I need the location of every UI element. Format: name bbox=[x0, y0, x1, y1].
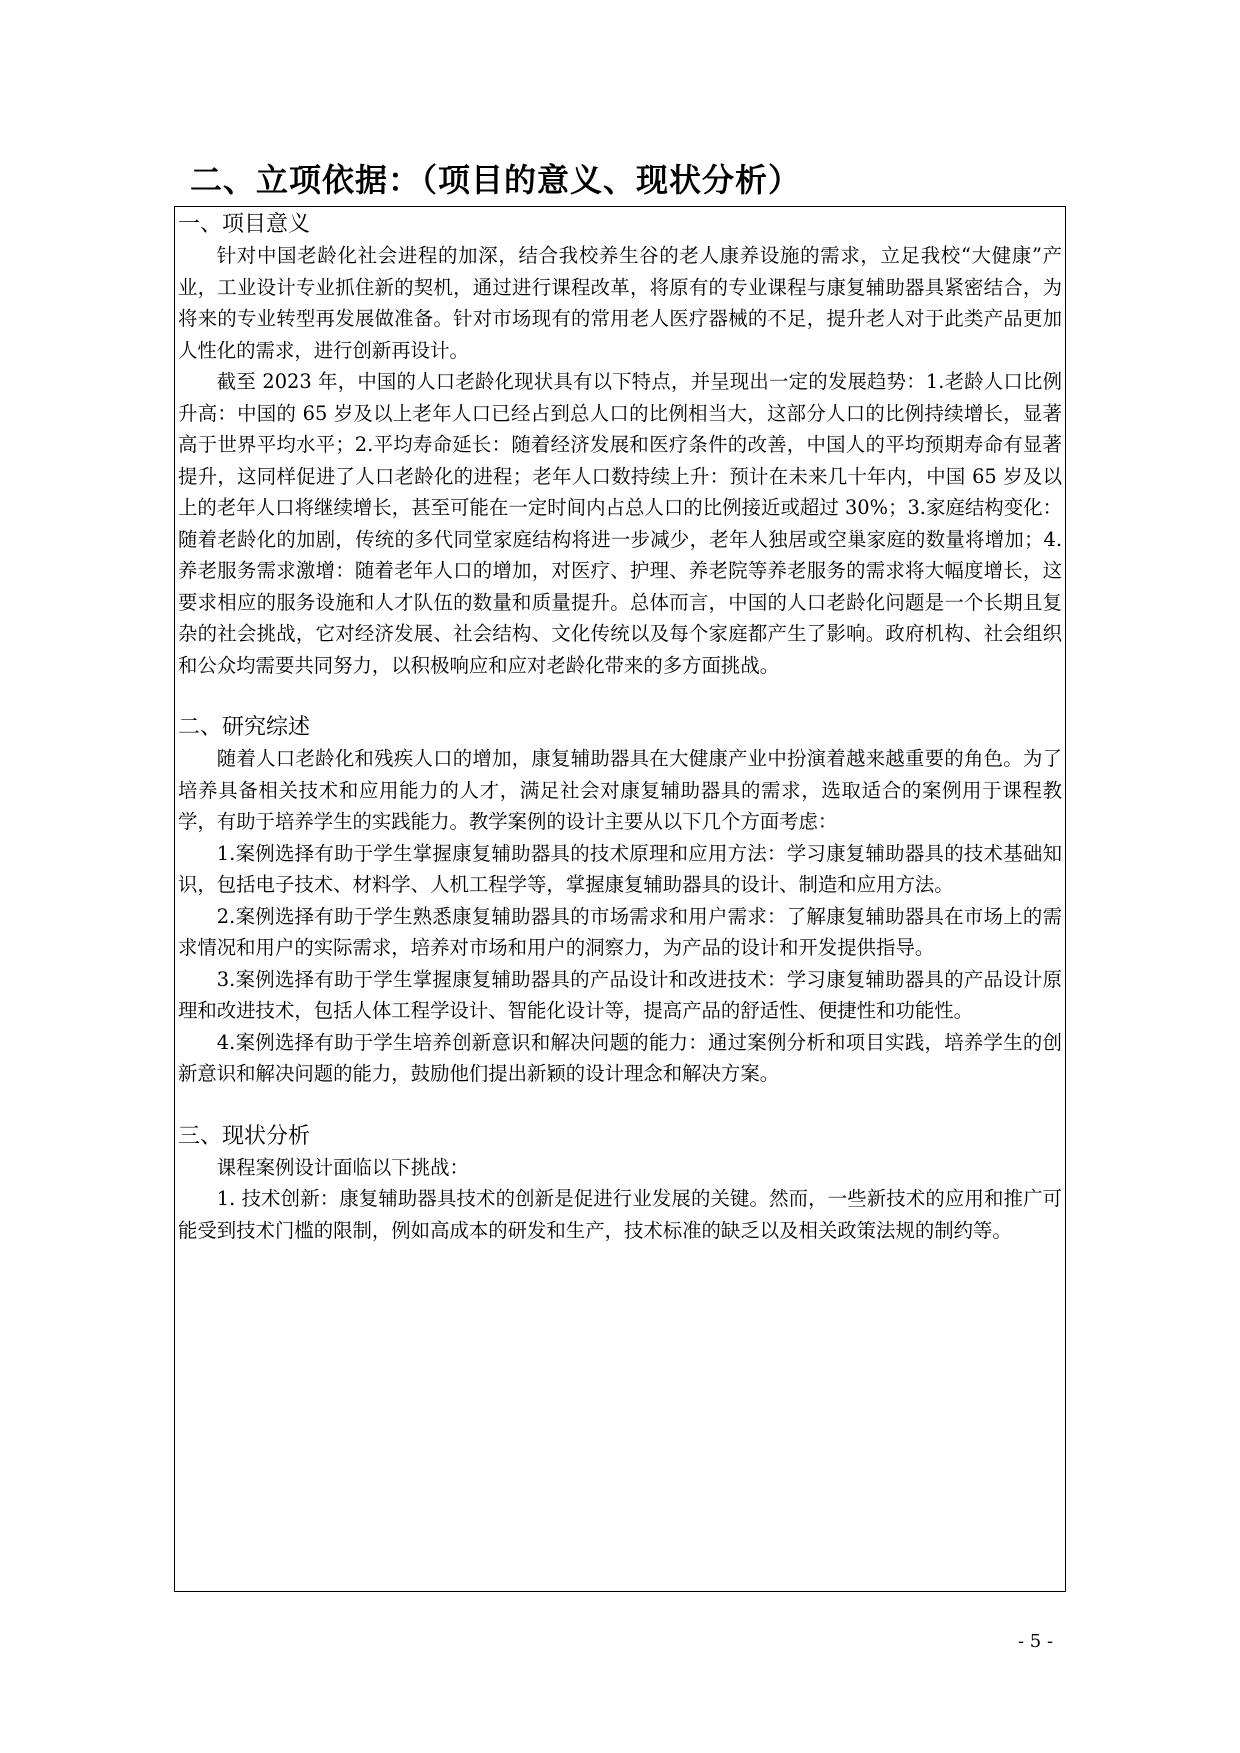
paragraph: 课程案例设计面临以下挑战： bbox=[216, 1155, 469, 1179]
page-number: - 5 - bbox=[1018, 1631, 1054, 1652]
paragraph: 截至 2023 年，中国的人口老龄化现状具有以下特点，并呈现出一定的发展趋势：1.老龄人口比例升高：中国的 65 岁及以上老年人口已经占到总人口的比例相当大，这部分人口的比例持续增长，显著高于世界平均水平；2.平均寿命延长：随着经济发展和医疗条件的改善，中国人的平均预期寿命有显著提升，这同样促进了人口老龄化的进程；老年人口数持续上升：预计在未来几十年内，中国 65 岁及以上的老年人口将继续增长，甚至可能在一定时间内占总人口的比例接近或超过 30%；3.家庭结构变化：随着老龄化的加剧，传统的多代同堂家庭结构将进一步减少，老年人独居或空巢家庭的数量将增加；4.养老服务需求激增：随着老年人口的增加，对医疗、护理、养老院等养老服务的需求将大幅度增长，这要求相应的服务设施和人才队伍的数量和质量提升。总体而言，中国的人口老龄化问题是一个长期且复杂的社会挑战，它对经济发展、社会结构、文化传统以及每个家庭都产生了影响。政府机构、社会组织和公众均需要共同努力，以积极响应和应对老龄化带来的多方面挑战。 bbox=[178, 370, 1062, 677]
paragraph: 随着人口老龄化和残疾人口的增加，康复辅助器具在大健康产业中扮演着越来越重要的角色。为了培养具备相关技术和应用能力的人才，满足社会对康复辅助器具的需求，选取适合的案例用于课程教学，有助于培养学生的实践能力。教学案例的设计主要从以下几个方面考虑： bbox=[178, 747, 1062, 833]
content-table-cell bbox=[174, 206, 1066, 1592]
section-heading-significance: 一、项目意义 bbox=[178, 212, 311, 237]
section-heading-status-analysis: 三、现状分析 bbox=[178, 1123, 311, 1149]
section-heading-research-review: 二、研究综述 bbox=[178, 715, 311, 740]
paragraph: 3.案例选择有助于学生掌握康复辅助器具的产品设计和改进技术：学习康复辅助器具的产品设计原理和改进技术，包括人体工程学设计、智能化设计等，提高产品的舒适性、便捷性和功能性。 bbox=[178, 967, 1062, 1022]
page-title: 二、立项依据：（项目的意义、现状分析） bbox=[190, 161, 802, 199]
paragraph: 2.案例选择有助于学生熟悉康复辅助器具的市场需求和用户需求：了解康复辅助器具在市场上的需求情况和用户的实际需求，培养对市场和用户的洞察力，为产品的设计和开发提供指导。 bbox=[178, 904, 1062, 959]
paragraph: 1.案例选择有助于学生掌握康复辅助器具的技术原理和应用方法：学习康复辅助器具的技术基础知识，包括电子技术、材料学、人机工程学等，掌握康复辅助器具的设计、制造和应用方法。 bbox=[178, 841, 1062, 896]
paragraph: 针对中国老龄化社会进程的加深，结合我校养生谷的老人康养设施的需求，立足我校“大健康”产业，工业设计专业抓住新的契机，通过进行课程改革，将原有的专业课程与康复辅助器具紧密结合，为将来的专业转型再发展做准备。针对市场现有的常用老人医疗器械的不足，提升老人对于此类产品更加人性化的需求，进行创新再设计。 bbox=[178, 244, 1062, 362]
paragraph: 1. 技术创新：康复辅助器具技术的创新是促进行业发展的关键。然而，一些新技术的应用和推广可能受到技术门槛的限制，例如高成本的研发和生产，技术标准的缺乏以及相关政策法规的制约等。 bbox=[178, 1187, 1062, 1242]
paragraph: 4.案例选择有助于学生培养创新意识和解决问题的能力：通过案例分析和项目实践，培养学生的创新意识和解决问题的能力，鼓励他们提出新颖的设计理念和解决方案。 bbox=[178, 1030, 1062, 1085]
